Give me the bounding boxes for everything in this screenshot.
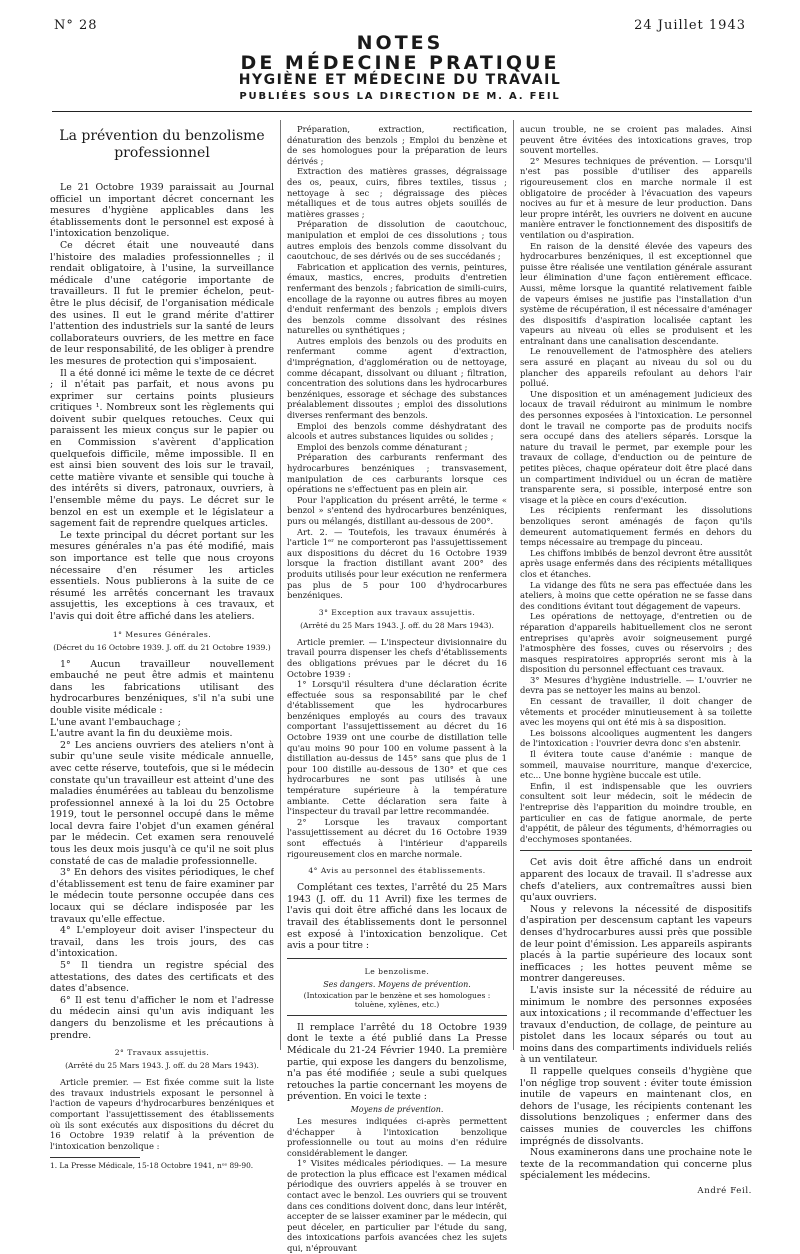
paragraph: Extraction des matières grasses, dégraissage des os, peaux, cuirs, fibres textiles, tissus ; nettoyage à sec ; dégraissage des pièces métalliques et de tous autres objets souillés de matières grasses ; <box>287 166 507 219</box>
paragraph: Nous y relevons la nécessité de dispositifs d'aspiration per descensum captant les vapeurs denses d'hydrocarbures aussi près que possible de leur point d'émission. Les appareils aspirants placés à la partie supérieure des locaux sont inefficaces ; les hottes peuvent même se montrer dangereuses. <box>520 903 752 985</box>
paragraph: 2° Lorsque les travaux comportant l'assujettissement au décret du 16 Octobre 1939 sont effectués à l'intérieur d'appareils rigoureusement clos en marche normale. <box>287 816 507 859</box>
paragraph: Emploi des benzols comme dénaturant ; <box>297 441 468 452</box>
issue-number: N° 28 <box>54 18 98 33</box>
paragraph: L'autre avant la fin du deuxième mois. <box>50 728 233 740</box>
masthead-line-4: PUBLIÉES SOUS LA DIRECTION DE M. A. FEIL <box>239 91 561 102</box>
paragraph: Le 21 Octobre 1939 paraissait au Journal officiel un important décret concernant les mesures d'hygiène applicables dans les établissements dont le personnel est exposé à l'intoxication benzolique. <box>50 182 274 240</box>
paragraph: aucun trouble, ne se croient pas malades. Ainsi peuvent être évitées des intoxications graves, trop souvent mortelles. <box>520 124 752 156</box>
paragraph: 3° En dehors des visites périodiques, le chef d'établissement est tenu de faire examiner par le médecin toute personne occupée dans ces locaux qui se déclare indisposée par les travaux qu'elle effectue. <box>50 867 274 925</box>
notice-title-box <box>287 958 507 1016</box>
paragraph: 2° Mesures techniques de prévention. — Lorsqu'il n'est pas possible d'utiliser des appareils rigoureusement clos en marche normale il est obligatoire de procéder à l'évacuation des vapeurs nocives au fur et à mesure de leur production. Dans leur propre intérêt, les ouvriers ne doivent en aucune manière entraver le fonctionnement des dispositifs de ventilation ou d'aspiration. <box>520 155 752 240</box>
section-note-2: (Arrêté du 25 Mars 1943. J. off. du 28 Mars 1943). <box>65 1061 259 1071</box>
footnote-rule <box>50 1157 140 1158</box>
paragraph: Cet avis doit être affiché dans un endroit apparent des locaux de travail. Il s'adresse aux chefs d'ateliers, aux contremaîtres aussi bien qu'aux ouvriers. <box>520 857 752 904</box>
notice-subtitle: Ses dangers. Moyens de prévention. <box>323 979 471 989</box>
paragraph: Enfin, il est indispensable que les ouvriers consultent soit leur médecin, soit le médecin de l'entreprise dès l'apparition du moindre trouble, en particulier en cas de fatigue anormale, de perte d'appétit, de pâleur des téguments, d'hémorragies ou d'ecchymoses spontanées. <box>520 780 752 844</box>
section-heading-1: 1° Mesures Générales. <box>112 629 212 639</box>
paragraph: La vidange des fûts ne sera pas effectuée dans les ateliers, à moins que cette opération ne se fasse dans des conditions évitant tout dégagement de vapeurs. <box>520 579 752 611</box>
paragraph: Article premier. — Est fixée comme suit la liste des travaux industriels exposant le personnel à l'action de vapeurs d'hydrocarbures benzéniques et comportant l'assujettissement des établissements où ils sont exécutés aux dispositions du décret du 16 Octobre 1939 relatif à la prévention de l'intoxication benzolique : <box>50 1077 274 1151</box>
paragraph: 5° Il tiendra un registre spécial des attestations, des dates des certificats et des dates d'absence. <box>50 960 274 995</box>
paragraph: 1° Visites médicales périodiques. — La mesure de protection la plus efficace est l'examen médical périodique des ouvriers appelés à se trouver en contact avec le benzol. Les ouvriers qui se trouvent dans ces conditions doivent donc, dans leur intérêt, accepter de se laisser examiner par le médecin, qui peut déceler, en particulier par l'étude du sang, des intoxications parfois avancées chez les sujets qui, n'éprouvant <box>287 1158 507 1254</box>
section-note-1: (Décret du 16 Octobre 1939. J. off. du 21 Octobre 1939.) <box>53 642 271 652</box>
masthead-line-1: NOTES <box>356 32 444 54</box>
section-heading-3: 3° Exception aux travaux assujettis. <box>318 607 476 617</box>
column-divider-2 <box>513 120 514 1050</box>
paragraph: Ce décret était une nouveauté dans l'histoire des maladies professionnelles ; il rendait obligatoire, à l'usine, la surveillance médicale d'une catégorie importante de travailleurs. Il fut le premier échelon, peut-être le plus décisif, de l'organisation médicale des usines. Il eut le grand mérite d'attirer l'attention des industriels sur la santé de leurs collaborateurs ouvriers, de les mettre en face de leur responsabilité, de les obliger à prendre les mesures de protection qui s'imposaient. <box>50 239 274 367</box>
paragraph: L'avis insiste sur la nécessité de réduire au minimum le nombre des personnes exposées aux intoxications ; il recommande d'effectuer les travaux d'enduction, de collage, de peinture au pistolet dans les locaux séparés ou tout au moins dans des compartiments individuels reliés à un ventilateur. <box>520 984 752 1066</box>
paragraph: Les boissons alcooliques augmentent les dangers de l'intoxication : l'ouvrier devra donc s'en abstenir. <box>520 727 752 749</box>
paragraph: Les opérations de nettoyage, d'entretien ou de réparation d'appareils habituellement clos ne seront entreprises qu'après avoir soigneusement purgé l'atmosphère des fosses, cuves ou réservoirs ; des masques respiratoires appropriés seront mis à la disposition du personnel effectuant ces travaux. <box>520 611 752 675</box>
column-3 <box>520 124 752 1196</box>
paragraph: Les récipients renfermant les dissolutions benzoliques seront aménagés de façon qu'ils demeurent automatiquement fermés en dehors du temps nécessaire au trempage du pinceau. <box>520 505 752 548</box>
paragraph: Préparation de dissolution de caoutchouc, manipulation et emploi de ces dissolutions ; tous autres emplois des benzols comme dissolvant du caoutchouc, de ses dérivés ou de ses succédanés ; <box>287 219 507 262</box>
paragraph: Il rappelle quelques conseils d'hygiène que l'on néglige trop souvent : éviter toute émission inutile de vapeurs en maintenant clos, en dehors de l'usage, les récipients contenant les dissolutions benzoliques ; enfermer dans des caisses munies de couvercles les chiffons imprégnés de dissolvants. <box>520 1066 752 1147</box>
paragraph: Art. 2. — Toutefois, les travaux énumérés à l'article 1ᵉʳ ne comporteront pas l'assujettissement aux dispositions du décret du 16 Octobre 1939 lorsque la fraction distillant avant 200° des produits utilisés pour leur exécution ne renfermera pas plus de 5 pour 100 d'hydrocarbures benzéniques. <box>287 526 507 601</box>
paragraph: Les mesures indiquées ci-après permettent d'échapper à l'intoxication benzolique professionnelle ou tout au moins d'en réduire considérablement le danger. <box>287 1115 507 1158</box>
section-heading-4: 4° Avis au personnel des établissements. <box>308 866 486 876</box>
issue-date: 24 Juillet 1943 <box>634 18 746 33</box>
section-rule <box>520 850 752 851</box>
section-heading-2: 2° Travaux assujettis. <box>114 1048 210 1058</box>
paragraph: Le renouvellement de l'atmosphère des ateliers sera assuré en plaçant au niveau du sol ou du plancher des appareils refoulant au dehors l'air pollué. <box>520 346 752 389</box>
footnote: 1. La Presse Médicale, 15-18 Octobre 1941, nᵒˢ 89-90. <box>50 1161 254 1171</box>
paragraph: Préparation, extraction, rectification, dénaturation des benzols ; Emploi du benzène et de ses homologues pour la préparation de leurs dérivés ; <box>287 124 507 166</box>
masthead-line-3: HYGIÈNE ET MÉDECINE DU TRAVAIL <box>238 72 562 88</box>
paragraph: Article premier. — L'inspecteur divisionnaire du travail pourra dispenser les chefs d'établissements des obligations prévues par le décret du 16 Octobre 1939 : <box>287 636 507 679</box>
paragraph: 3° Mesures d'hygiène industrielle. — L'ouvrier ne devra pas se nettoyer les mains au benzol. <box>520 674 752 696</box>
paragraph: Les chiffons imbibés de benzol devront être aussitôt après usage enfermés dans des récipients métalliques clos et étanches. <box>520 547 752 579</box>
paragraph: Il évitera toute cause d'anémie : manque de sommeil, mauvaise nourriture, manque d'exercice, etc... Une bonne hygiène buccale est utile. <box>520 749 752 781</box>
notice-note: (Intoxication par le benzène et ses homologues : toluène, xylènes, etc.) <box>303 990 491 1009</box>
column-2 <box>287 124 507 1254</box>
author-signature: André Feil. <box>697 1186 752 1196</box>
paragraph: 1° Aucun travailleur nouvellement embauché ne peut être admis et maintenu dans les fabrications utilisant des hydrocarbures benzéniques, s'il n'a subi une double visite médicale : <box>50 658 274 716</box>
paragraph: Une disposition et un aménagement judicieux des locaux de travail réduiront au minimum le nombre des personnes exposées à l'intoxication. Le personnel dont le travail ne comporte pas de produits nocifs sera occupé dans des ateliers séparés. Lorsque la nature du travail le permet, par exemple pour les travaux de collage, d'enduction ou de peinture de petites pièces, chaque opérateur doit être placé dans un compartiment individuel ou un écran de matière transparente sera, si possible, interposé entre son visage et la pièce en cours d'exécution. <box>520 388 752 505</box>
paragraph: 6° Il est tenu d'afficher le nom et l'adresse du médecin ainsi qu'un avis indiquant les dangers du benzolisme et les précautions à prendre. <box>50 994 274 1041</box>
paragraph: Fabrication et application des vernis, peintures, émaux, mastics, encres, produits d'entretien renfermant des benzols ; fabrication de simili-cuirs, encollage de la rayonne ou autres fibres au moyen d'enduit renfermant des benzols ; emplois divers des benzols comme dissolvant des résines naturelles ou synthétiques ; <box>287 261 507 336</box>
intro-paragraphs <box>50 182 274 623</box>
moyens-heading: Moyens de prévention. <box>350 1104 444 1114</box>
paragraph: 2° Les anciens ouvriers des ateliers n'ont à subir qu'une seule visite médicale annuelle, avec cette réserve, toutefois, que si le médecin constate qu'un travailleur est atteint d'une des maladies énumérées au tableau du benzolisme professionnel annexé à la loi du 25 Octobre 1919, tout le personnel occupé dans le même local devra faire l'objet d'un examen général par le médecin. Cet examen sera renouvelé tous les deux mois jusqu'à ce qu'il ne soit plus constaté de cas de maladie professionnelle. <box>50 739 274 867</box>
paragraph: Nous examinerons dans une prochaine note le texte de la recommandation qui concerne plus spécialement les médecins. <box>520 1147 752 1182</box>
notice-title: Le benzolisme. <box>364 966 430 976</box>
section-note-3: (Arrêté du 25 Mars 1943. J. off. du 28 Mars 1943). <box>300 620 494 630</box>
column-divider-1 <box>280 120 281 1050</box>
paragraph: En raison de la densité élevée des vapeurs des hydrocarbures benzéniques, il est exceptionnel que puisse être réalisée une ventilation générale assurant leur élimination d'une façon entièrement efficace. Aussi, même lorsque la quantité relativement faible de vapeurs émises ne justifie pas l'installation d'un système de récupération, il est nécessaire d'aménager des dispositifs d'aspiration localisée captant les vapeurs au niveau où elles se produisent et les entraînant dans une canalisation descendante. <box>520 240 752 346</box>
paragraph: En cessant de travailler, il doit changer de vêtements et procéder minutieusement à sa toilette avec les moyens qui ont été mis à sa disposition. <box>520 696 752 728</box>
paragraph: Préparation des carburants renfermant des hydrocarbures benzéniques ; transvasement, manipulation de ces carburants lorsque ces opérations ne s'effectuent pas en plein air. <box>287 452 507 495</box>
paragraph: 4° L'employeur doit aviser l'inspecteur du travail, dans les trois jours, des cas d'intoxication. <box>50 925 274 960</box>
paragraph: Il a été donné ici même le texte de ce décret ; il n'était pas parfait, et nous avons pu exprimer sur certains points plusieurs critiques ¹. Nombreux sont les règlements qui doivent subir quelques retouches. Ceux qui paraissent les mieux conçus sur le papier ou en Commission s'avèrent d'application quelquefois difficile, même impossible. Il en est ainsi bien souvent des lois sur le travail, cette matière vivante et sensible qui touche à des intérêts si divers, patronaux, ouvriers, à l'ensemble même du pays. Le décret sur le benzol en est un exemple et le législateur a sagement fait de reprendre quelques articles. <box>50 367 274 530</box>
paragraph: L'une avant l'embauchage ; <box>50 716 181 728</box>
column-1 <box>50 124 274 1170</box>
paragraph: Complétant ces textes, l'arrêté du 25 Mars 1943 (J. off. du 11 Avril) fixe les termes de l'avis qui doit être affiché dans les locaux de travail des établissements dont le personnel est exposé à l'intoxication benzolique. Cet avis a pour titre : <box>287 882 507 952</box>
paragraph: 1° Lorsqu'il résultera d'une déclaration écrite effectuée sous sa responsabilité par le chef d'établissement que les hydrocarbures benzéniques employés au cours des travaux comportant l'assujettissement au décret du 16 Octobre 1939 ont une courbe de distillation telle qu'au moins 90 pour 100 en volume passent à la distillation au-dessus de 145° sans que plus de 1 pour 100 distille au-dessous de 130° et que ces hydrocarbures ne sont pas utilisés à une température supérieure à la température ambiante. Cette déclaration sera faite à l'inspecteur du travail par lettre recommandée. <box>287 679 507 817</box>
paragraph: Emploi des benzols comme déshydratant des alcools et autres substances liquides ou solides ; <box>287 420 507 442</box>
paragraph: Le texte principal du décret portant sur les mesures générales n'a pas été modifié, mais son importance est telle que nous croyons nécessaire d'en résumer les articles essentiels. Nous publierons à la suite de ce résumé les arrêtés concernant les travaux assujettis, les exceptions à ces travaux, et l'avis qui doit être affiché dans les ateliers. <box>50 529 274 622</box>
article-title: La prévention du benzolisme professionnel <box>59 128 265 161</box>
paragraph: Autres emplois des benzols ou des produits en renfermant comme agent d'extraction, d'imprégnation, d'agglomération ou de nettoyage, comme décapant, dissolvant ou diluant ; filtration, concentration des solutions dans les hydrocarbures benzéniques, essorage et séchage des substances préalablement dissoutes ; emploi des dissolutions diverses renfermant des benzols. <box>287 335 507 421</box>
masthead-line-2: DE MÉDECINE PRATIQUE <box>240 52 560 74</box>
paragraph: Il remplace l'arrêté du 18 Octobre 1939 dont le texte a été publié dans La Presse Médicale du 21-24 Février 1940. La première partie, qui expose les dangers du benzolisme, n'a pas été modifiée ; seule a subi quelques retouches la partie concernant les moyens de prévention. En voici le texte : <box>287 1021 507 1103</box>
paragraph: Pour l'application du présent arrêté, le terme « benzol » s'entend des hydrocarbures benzéniques, purs ou mélangés, distillant au-dessous de 200°. <box>287 494 507 526</box>
masthead-rule <box>52 111 752 112</box>
